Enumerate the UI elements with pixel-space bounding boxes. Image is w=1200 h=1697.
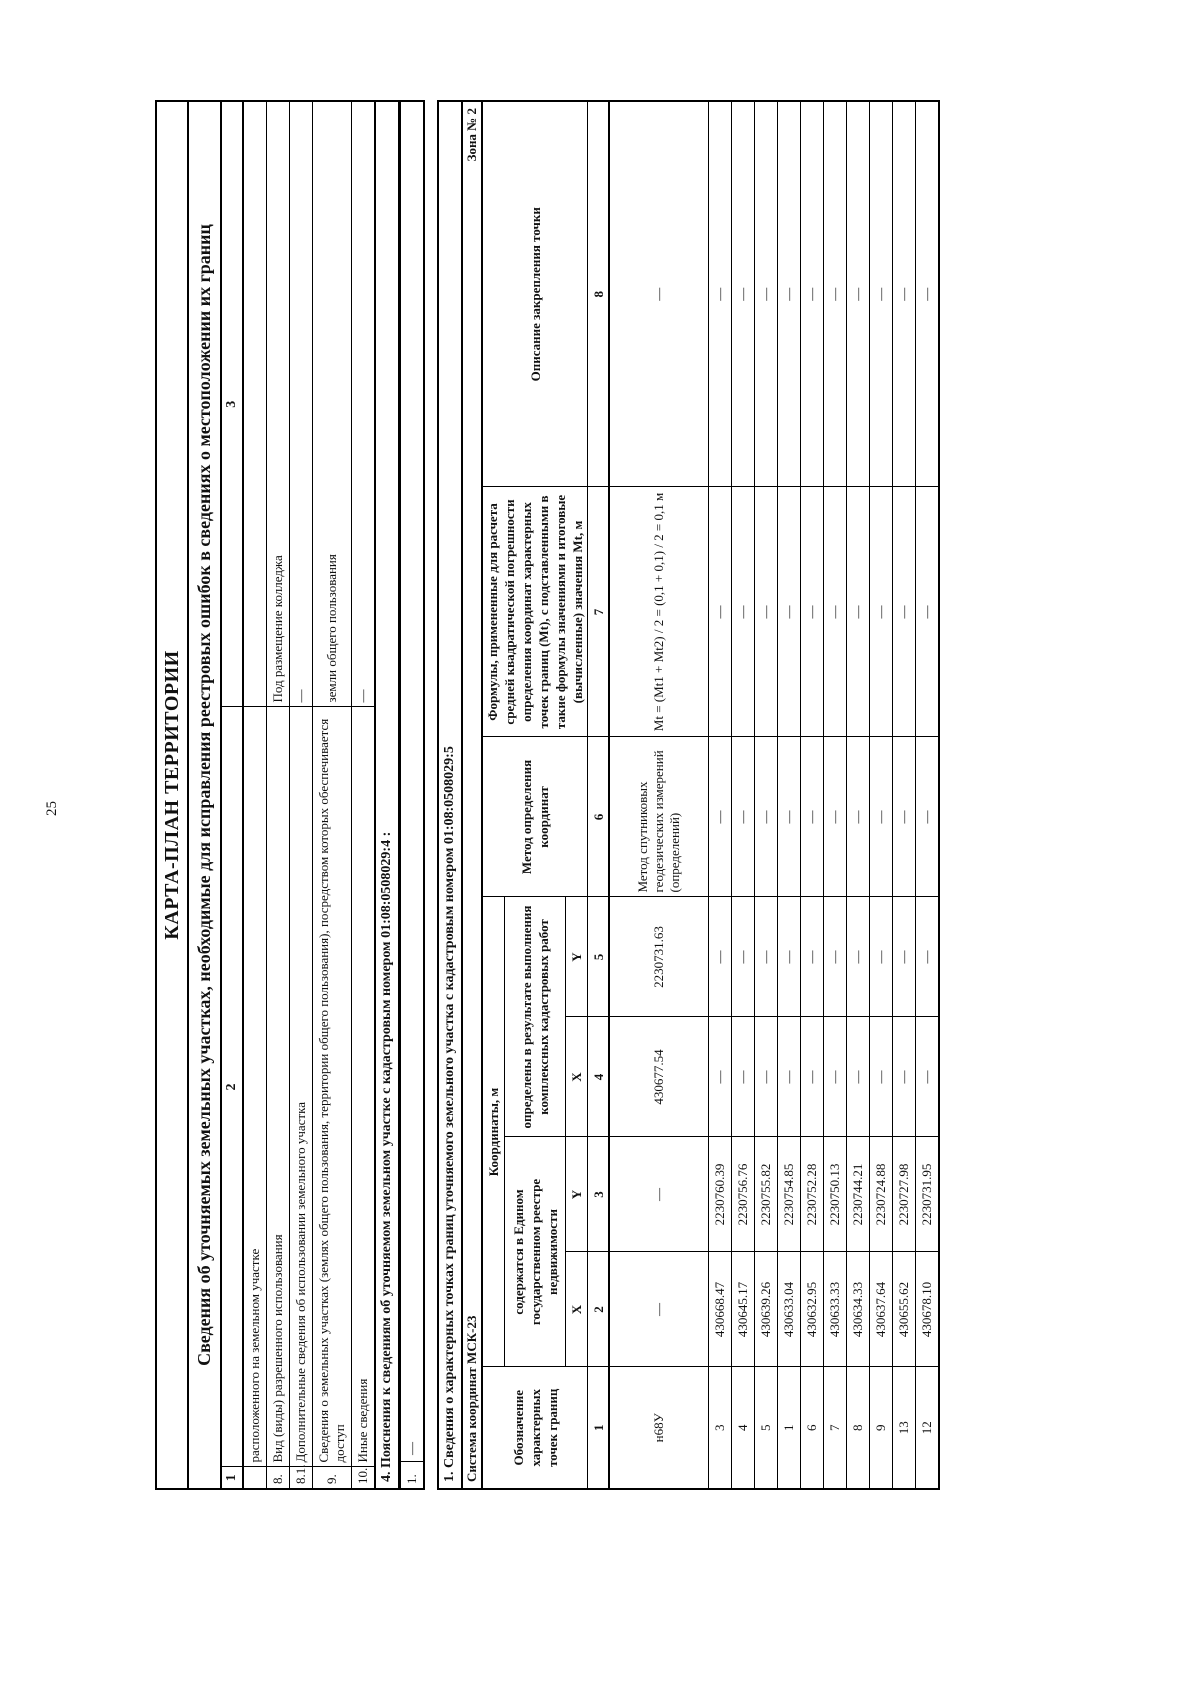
row-number: 10. [352,1467,376,1489]
header-cell: 2 [221,707,243,1467]
table-row [916,101,940,1489]
y-new: — [893,897,916,1017]
header-cell: 1 [221,1467,243,1489]
x-old: 430633.04 [778,1252,801,1367]
table-row [243,101,267,1489]
description: — [778,101,801,487]
description: — [732,101,755,487]
row-value: — [290,101,313,707]
table-row [801,101,824,1489]
column-number: 6 [588,737,610,897]
header-formula: Формулы, примененные для расчета средней квадратической погрешности определения координат характерных точек границ (Mt), с подставленными в такие формулы значениями и итоговые (вычисленные) значения Mt, м [482,487,588,737]
formula: — [709,487,732,737]
zone-label: Зона № 2 [464,108,479,162]
y-old: 2230752.28 [801,1137,824,1252]
header-method: Метод определения координат [482,737,588,897]
y-new: — [801,897,824,1017]
x-new: — [870,1017,893,1137]
x-new: 430677.54 [609,1017,709,1137]
section4-title: 4. Пояснения к сведениям об уточняемом земельном участке с кадастровым номером 01:08:0508029:4 : [376,100,400,1490]
description: — [609,101,709,487]
header-result: определены в результате выполнения комплексных кадастровых работ [505,897,565,1137]
section1-title: 1. Сведения о характерных точках границ уточняемого земельного участка с кадастровым номером 01:08:0508029:5 [437,100,461,1490]
y-old: 2230754.85 [778,1137,801,1252]
coordinate-system: Система координат МСК-23 [464,1315,479,1482]
x-old: 430633.33 [824,1252,847,1367]
table-row [824,101,847,1489]
y-new: — [916,897,940,1017]
y-old: 2230744.21 [847,1137,870,1252]
header-x-new: X [565,1017,587,1137]
formula: — [732,487,755,737]
row-value: Под размещение колледжа [267,101,290,707]
y-old: 2230756.76 [732,1137,755,1252]
y-new: — [847,897,870,1017]
method: — [916,737,940,897]
row-value: земли общего пользования [313,101,352,707]
description: — [709,101,732,487]
y-new: 2230731.63 [609,897,709,1017]
header-y-old: Y [565,1137,587,1252]
row-number [243,1467,267,1489]
coordinates-table [481,100,940,1490]
formula: — [778,487,801,737]
y-old: 2230755.82 [755,1137,778,1252]
column-number: 4 [588,1017,610,1137]
column-number: 2 [588,1252,610,1367]
x-new: — [732,1017,755,1137]
point-label: 4 [732,1367,755,1489]
method: — [755,737,778,897]
x-old: 430637.64 [870,1252,893,1367]
header-egrn: содержатся в Едином государственном реестре недвижимости [505,1137,565,1367]
point-label: 13 [893,1367,916,1489]
page-subtitle: Сведения об уточняемых земельных участках, необходимые для исправления реестровых ошибок в сведениях о местоположении их границ [194,224,214,1366]
header-cell: 3 [221,101,243,707]
point-label: 12 [916,1367,940,1489]
x-new: — [778,1017,801,1137]
table-row [755,101,778,1489]
y-new: — [709,897,732,1017]
description: — [916,101,940,487]
formula: — [847,487,870,737]
row-label: Сведения о земельных участках (землях общего пользования, территории общего пользования), посредством которых обеспечивается доступ [313,707,352,1467]
x-old: 430639.26 [755,1252,778,1367]
method: — [824,737,847,897]
x-new: — [801,1017,824,1137]
y-new: — [824,897,847,1017]
point-label: 9 [870,1367,893,1489]
method: — [801,737,824,897]
x-old: 430634.33 [847,1252,870,1367]
row-number: 9. [313,1467,352,1489]
rotated-sheet [155,100,1065,1490]
header-description: Описание закрепления точки [482,101,588,487]
coordinate-rows [709,101,940,1489]
point-label: 5 [755,1367,778,1489]
description: — [801,101,824,487]
table-row [732,101,755,1489]
y-old: — [609,1137,709,1252]
point-label: 1 [778,1367,801,1489]
table-row [267,101,290,1489]
row-number: 8.1. [290,1467,313,1489]
description: — [824,101,847,487]
row-label: расположенного на земельном участке [243,707,267,1467]
table-row [847,101,870,1489]
method: — [870,737,893,897]
description: — [893,101,916,487]
table-row [709,101,732,1489]
x-new: — [824,1017,847,1137]
y-new: — [870,897,893,1017]
y-new: — [778,897,801,1017]
method: — [847,737,870,897]
point-label: 6 [801,1367,824,1489]
column-number-row [588,101,610,1489]
method: — [709,737,732,897]
method: Метод спутниковых геодезических измерений (определений) [609,737,709,897]
y-new: — [755,897,778,1017]
point-label: 3 [709,1367,732,1489]
formula: — [916,487,940,737]
y-old: 2230724.88 [870,1137,893,1252]
x-old: 430678.10 [916,1252,940,1367]
formula: — [755,487,778,737]
header-y-new: Y [565,897,587,1017]
point-label: 7 [824,1367,847,1489]
formula: — [893,487,916,737]
section4-row [400,100,425,1490]
x-old: — [609,1252,709,1367]
column-number: 3 [588,1137,610,1252]
x-old: 430668.47 [709,1252,732,1367]
x-new: — [916,1017,940,1137]
land-info-table [220,100,376,1490]
x-new: — [709,1017,732,1137]
column-number: 7 [588,487,610,737]
method: — [732,737,755,897]
point-label: н68У [609,1367,709,1489]
row-value: — [352,101,376,707]
section4-row-value: — [404,1442,419,1455]
point-label: 8 [847,1367,870,1489]
section4-row-number: 1. [401,1461,423,1488]
y-old: 2230750.13 [824,1137,847,1252]
x-old: 430632.95 [801,1252,824,1367]
header-point: Обозначение характерных точек границ [482,1367,588,1489]
description: — [847,101,870,487]
title-block [155,100,220,1490]
page-title: КАРТА-ПЛАН ТЕРРИТОРИИ [157,102,189,1488]
header-coordinates: Координаты, м [482,897,505,1367]
method: — [778,737,801,897]
method: — [893,737,916,897]
table-row [893,101,916,1489]
table-row [870,101,893,1489]
row-label: Вид (виды) разрешенного использования [267,707,290,1467]
table-row [778,101,801,1489]
table-row [352,101,376,1489]
formula: — [824,487,847,737]
formula: Mt = (Mt1 + Mt2) / 2 = (0,1 + 0,1) / 2 = 0,1 м [609,487,709,737]
column-number: 5 [588,897,610,1017]
row-value [243,101,267,707]
description: — [870,101,893,487]
x-new: — [847,1017,870,1137]
x-new: — [893,1017,916,1137]
table-row [313,101,352,1489]
row-label: Иные сведения [352,707,376,1467]
column-number: 1 [588,1367,610,1489]
coordinate-system-line [461,100,481,1490]
row-number: 8. [267,1467,290,1489]
table-row [290,101,313,1489]
y-old: 2230727.98 [893,1137,916,1252]
table-row-first [609,101,709,1489]
column-number: 8 [588,101,610,487]
y-old: 2230760.39 [709,1137,732,1252]
row-label: Дополнительные сведения об использовании земельного участка [290,707,313,1467]
header-x-old: X [565,1252,587,1367]
page-number: 25 [44,801,60,816]
y-new: — [732,897,755,1017]
description: — [755,101,778,487]
x-old: 430655.62 [893,1252,916,1367]
formula: — [870,487,893,737]
table-header-row [221,101,243,1489]
formula: — [801,487,824,737]
x-new: — [755,1017,778,1137]
y-old: 2230731.95 [916,1137,940,1252]
x-old: 430645.17 [732,1252,755,1367]
